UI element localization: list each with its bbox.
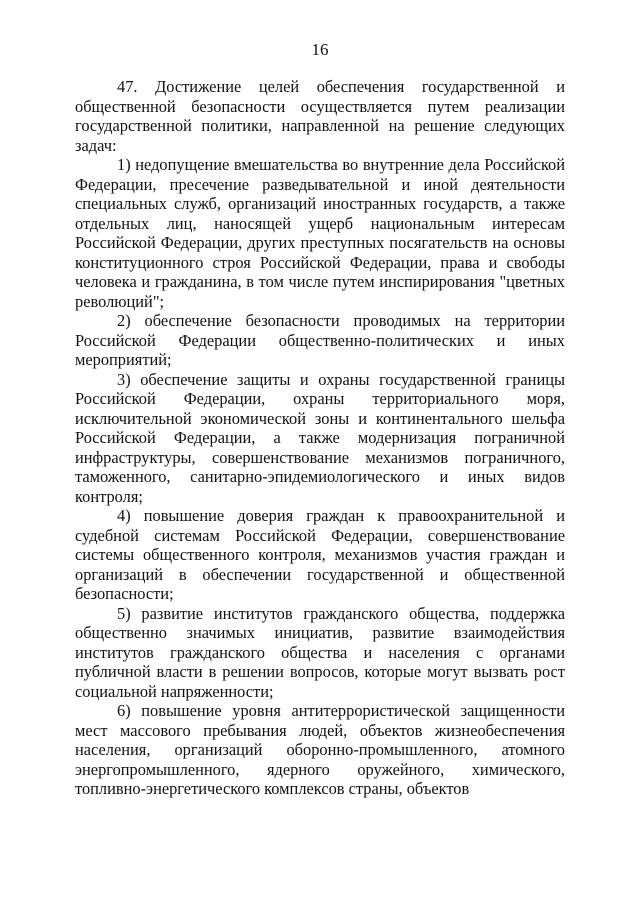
paragraph-item-4: 4) повышение доверия граждан к правоохранительной и судебной системам Российской Федерации, совершенствование системы общественного контроля, механизмов участия граждан и организаций в обеспечении государственной и общественной безопасности;: [75, 506, 565, 603]
page-number: 16: [311, 40, 329, 59]
paragraph-item-2: 2) обеспечение безопасности проводимых на территории Российской Федерации общественно-политических и иных мероприятий;: [75, 311, 565, 369]
paragraph-item-5: 5) развитие институтов гражданского общества, поддержка общественно значимых инициатив, развитие взаимодействия институтов гражданского общества и населения с органами публичной власти в решении вопросов, которые могут вызвать рост социальной напряженности;: [75, 603, 565, 701]
paragraph-item-3: 3) обеспечение защиты и охраны государственной границы Российской Федерации, охраны территориального моря, исключительной экономической зоны и континентального шельфа Российской Федерации, а также модернизация пограничной инфраструктуры, совершенствование механизмов пограничного, таможенного, санитарно-эпидемиологического и иных видов контроля;: [75, 369, 565, 506]
paragraph-47-intro: 47. Достижение целей обеспечения государственной и общественной безопасности осуществляется путем реализации государственной политики, направленной на решение следующих задач:: [75, 77, 565, 155]
paragraph-item-6: 6) повышение уровня антитеррористической защищенности мест массового пребывания людей, объектов жизнеобеспечения населения, организаций оборонно-промышленного, атомного энергопромышленного, ядерного оружейного, химического, топливно-энергетического комплексов страны, объектов: [75, 701, 565, 798]
paragraph-item-1: 1) недопущение вмешательства во внутренние дела Российской Федерации, пресечение разведывательной и иной деятельности специальных служб, организаций иностранных государств, а также отдельных лиц, наносящей ущерб национальным интересам Российской Федерации, других преступных посягательств на основы конституционного строя Российской Федерации, права и свободы человека и гражданина, в том числе путем инспирирования "цветных революций";: [75, 155, 565, 311]
document-body: [75, 77, 565, 799]
